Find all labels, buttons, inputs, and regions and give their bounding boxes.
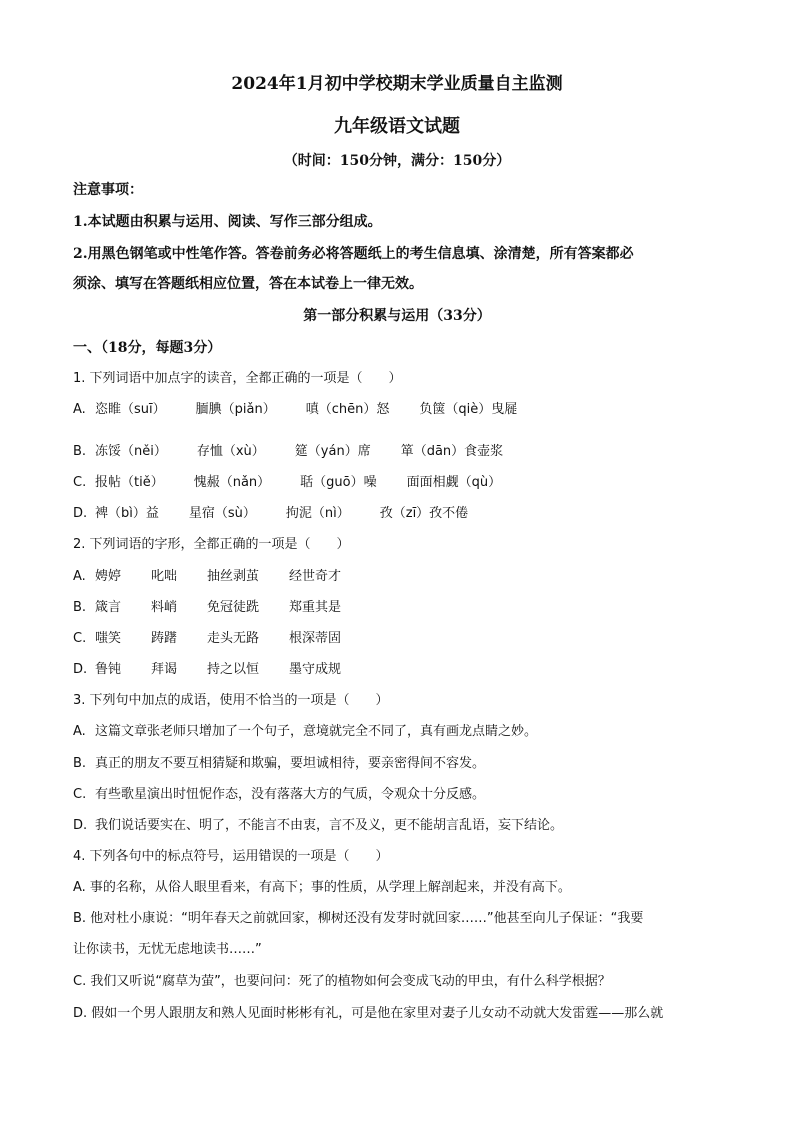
option-word: 聒（guō）噪 (300, 475, 377, 490)
option-word: 腼腆（piǎn） (195, 402, 276, 417)
exam-time-info: （时间：150分钟，满分：150分） (283, 153, 511, 169)
q1-option-b (73, 442, 723, 462)
option-word: 墨守成规 (289, 662, 342, 677)
option-label: D. (73, 818, 88, 833)
option-word: 负箧（qiè）曳屣 (419, 402, 518, 417)
option-word: 拜谒 (151, 662, 178, 677)
option-label: A. (73, 724, 86, 739)
q2-option-a (73, 567, 723, 587)
option-text: 我们说话要实在、明了，不能言不由衷，言不及义，更不能胡言乱语，妄下结论。 (95, 818, 564, 833)
option-word: 报帖（tiě） (95, 475, 164, 490)
q4-option-b-line1: B. 他对杜小康说：“明年春天之前就回家，柳树还没有发芽时就回家……”他甚至向儿子保证：“我要 (73, 911, 644, 926)
option-word: 筵（yán）席 (294, 444, 371, 459)
option-label: D. (73, 506, 88, 521)
option-word: 料峭 (151, 600, 178, 615)
exam-title: 2024年1月初中学校期末学业质量自主监测 (231, 74, 563, 94)
q3-option-a (73, 722, 723, 742)
option-text: 有些歌星演出时忸怩作态，没有落落大方的气质，令观众十分反感。 (95, 787, 486, 802)
note-2-line1: 2.用黑色钢笔或中性笔作答。答卷前务必将答题纸上的考生信息填、涂清楚，所有答案都必 (73, 246, 634, 262)
option-word: 走头无路 (207, 631, 260, 646)
option-text: 这篇文章张老师只增加了一个句子，意境就完全不同了，真有画龙点睛之妙。 (95, 724, 538, 739)
option-word: 娉婷 (95, 569, 122, 584)
option-word: 踌躇 (151, 631, 178, 646)
option-label: C. (73, 787, 87, 802)
q2-option-b (73, 598, 723, 618)
q4-option-d: D. 假如一个男人跟朋友和熟人见面时彬彬有礼，可是他在家里对妻子儿女动不动就大发雷霆——那么就 (73, 1006, 664, 1021)
q3-option-c (73, 785, 723, 805)
q4-option-b-line2: 让你读书，无忧无虑地读书……” (73, 942, 262, 957)
option-label: C. (73, 631, 87, 646)
q3-option-b (73, 754, 723, 774)
option-word: 鲁钝 (95, 662, 122, 677)
option-word: 拘泥（nì） (285, 506, 350, 521)
option-label: B. (73, 756, 87, 771)
q1-option-a (73, 400, 723, 420)
q4-option-c: C. 我们又听说“腐草为萤”，也要问问：死了的植物如何会变成飞动的甲虫，有什么科学根据？ (73, 974, 611, 989)
option-word: 持之以恒 (207, 662, 260, 677)
option-word: 箴言 (95, 600, 122, 615)
option-word: 叱咄 (151, 569, 178, 584)
note-2-line2: 须涂、填写在答题纸相应位置，答在本试卷上一律无效。 (73, 276, 423, 292)
option-word: 愧赧（nǎn） (193, 475, 271, 490)
option-word: 孜（zī）孜不倦 (379, 506, 469, 521)
option-word: 存恤（xù） (196, 444, 265, 459)
q1-stem: 1. 下列词语中加点字的读音，全都正确的一项是（ ） (73, 371, 402, 386)
option-label: B. (73, 444, 87, 459)
section-heading: 一、（18分，每题3分） (73, 340, 222, 356)
note-1: 1.本试题由积累与运用、阅读、写作三部分组成。 (73, 214, 382, 230)
option-label: C. (73, 475, 87, 490)
exam-subtitle: 九年级语文试题 (334, 116, 460, 137)
q3-option-d (73, 816, 723, 836)
option-label: B. (73, 600, 87, 615)
option-word: 嗔（chēn）怒 (305, 402, 390, 417)
option-word: 恣睢（suī） (95, 402, 166, 417)
notes-heading: 注意事项： (73, 182, 143, 198)
q2-stem: 2. 下列词语的字形，全都正确的一项是（ ） (73, 537, 350, 552)
option-word: 冻馁（něi） (95, 444, 167, 459)
q3-stem: 3. 下列句中加点的成语，使用不恰当的一项是（ ） (73, 693, 389, 708)
part1-heading: 第一部分积累与运用（33分） (303, 308, 491, 324)
q2-option-c (73, 629, 723, 649)
q4-option-a: A. 事的名称，从俗人眼里看来，有高下；事的性质，从学理上解剖起来，并没有高下。 (73, 880, 571, 895)
option-text: 真正的朋友不要互相猜疑和欺骗，要坦诚相待，要亲密得间不容发。 (95, 756, 486, 771)
q2-option-d (73, 660, 723, 680)
option-word: 面面相觑（qù） (406, 475, 502, 490)
option-label: A. (73, 402, 86, 417)
option-word: 郑重其是 (289, 600, 342, 615)
q1-option-c (73, 473, 723, 493)
option-word: 裨（bì）益 (95, 506, 159, 521)
option-word: 箪（dān）食壶浆 (400, 444, 504, 459)
q1-option-d (73, 504, 723, 524)
option-label: D. (73, 662, 88, 677)
option-word: 星宿（sù） (188, 506, 256, 521)
option-word: 根深蒂固 (289, 631, 342, 646)
option-word: 抽丝剥茧 (207, 569, 260, 584)
option-word: 嗤笑 (95, 631, 122, 646)
q4-stem: 4. 下列各句中的标点符号，运用错误的一项是（ ） (73, 849, 389, 864)
option-word: 免冠徒跣 (207, 600, 260, 615)
option-word: 经世奇才 (289, 569, 342, 584)
option-label: A. (73, 569, 86, 584)
